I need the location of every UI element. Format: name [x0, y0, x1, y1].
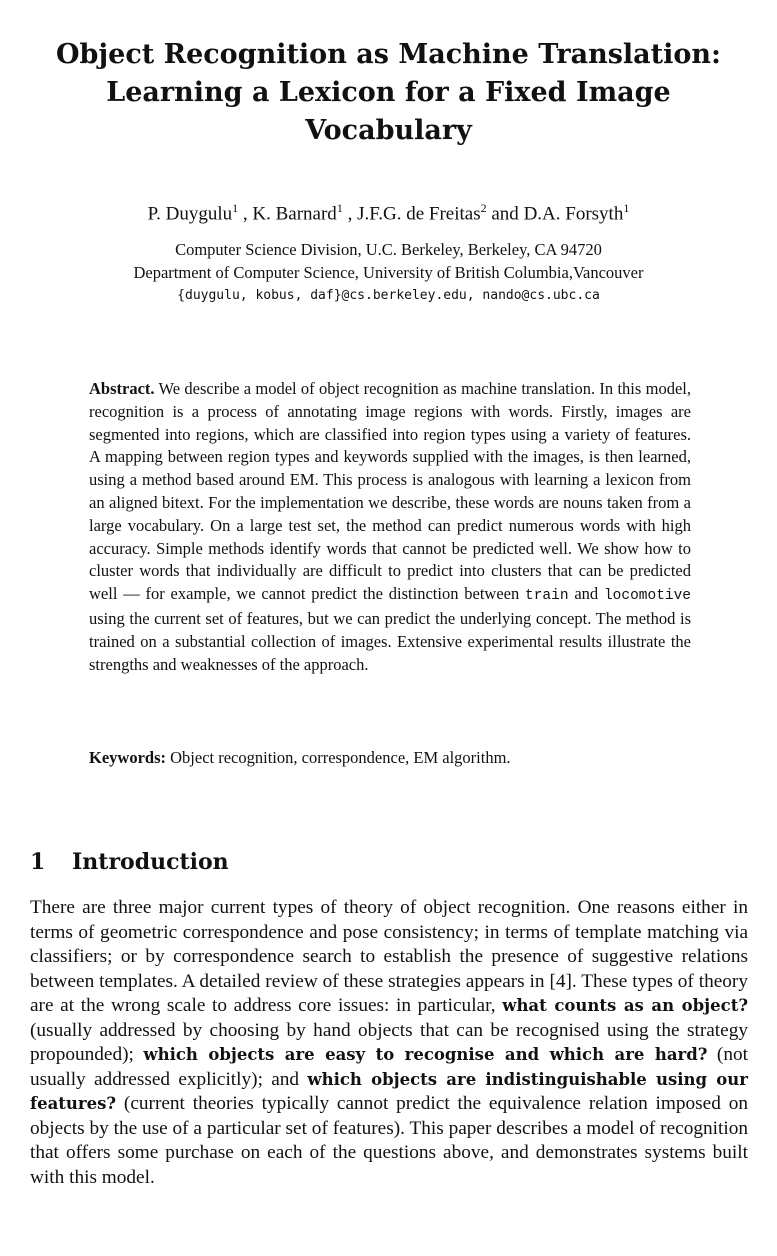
author-separator: , [342, 203, 358, 225]
emphasis-question: which objects are easy to recognise and which are hard? [143, 1045, 708, 1064]
body-text: (usually addressed by choosing by hand objects that can be recognised using the strategy propounded); [30, 1019, 748, 1065]
body-text: (not usually addressed explicitly); and [30, 1044, 748, 1090]
keywords-label: Keywords: [89, 748, 166, 767]
author-name: P. Duygulu [147, 203, 233, 225]
section-title: Introduction [72, 849, 229, 875]
author-separator: and [486, 203, 524, 225]
author-emails: {duygulu, kobus, daf}@cs.berkeley.edu, nando@cs.ubc.ca [177, 288, 600, 303]
intro-paragraph [30, 896, 748, 1190]
author-affiliation-mark: 2 [480, 201, 487, 215]
abstract-label: Abstract. [89, 379, 155, 398]
abstract-text: and [568, 584, 604, 604]
affiliation-berkeley: Computer Science Division, U.C. Berkeley, Berkeley, CA 94720 [175, 240, 602, 259]
author-separator: , [238, 203, 253, 225]
author-list [0, 195, 777, 227]
author-name: J.F.G. de Freitas [357, 203, 481, 225]
author-affiliation-mark: 1 [336, 201, 343, 215]
body-text: There are three major current types of theory of object recognition. One reasons either in terms of geometric correspondence and pose consistency; in terms of template matching via classifiers; or by correspondence search to establish the presence of suggestive relations between templates. A detailed review of these strategies appears in [4]. These types of theory are at the wrong scale to address core issues: in particular, [30, 897, 748, 1016]
affiliations [0, 238, 777, 307]
keywords-text: Object recognition, correspondence, EM algorithm. [166, 748, 511, 767]
abstract-text: using the current set of features, but we can predict the underlying concept. The method is trained on a substantial collection of images. Extensive experimental results illustrate the strengths and weaknesses of the approach. [89, 608, 691, 674]
author-affiliation-mark: 1 [623, 201, 630, 215]
author-name: D.A. Forsyth [523, 203, 624, 225]
affiliation-ubc: Department of Computer Science, University of British Columbia,Vancouver [133, 263, 644, 282]
abstract-code-term: train [525, 588, 569, 605]
body-text: (current theories typically cannot predict the equivalence relation imposed on objects by the use of a particular set of features). This paper describes a model of recognition that offers some purchase on each of the questions above, and demonstrates systems built with this model. [30, 1093, 748, 1188]
author-affiliation-mark: 1 [232, 201, 239, 215]
section-heading [30, 847, 747, 877]
abstract [89, 378, 691, 676]
emphasis-question: what counts as an object? [502, 996, 748, 1015]
author-name: K. Barnard [252, 203, 337, 225]
emphasis-question: which objects are indistinguishable using our features? [30, 1069, 748, 1113]
abstract-code-term: locomotive [603, 588, 691, 605]
section-number: 1 [30, 849, 46, 875]
keywords [89, 747, 691, 769]
paper-title: Object Recognition as Machine Translation: Learning a Lexicon for a Fixed Image Vocabulary [55, 39, 722, 146]
abstract-text: We describe a model of object recognition as machine translation. In this model, recognition is a process of annotating image regions with words. Firstly, images are segmented into regions, which are classified into region types using a variety of features. A mapping between region types and keywords supplied with the images, is then learned, using a method based around EM. This process is analogous with learning a lexicon from an aligned bitext. For the implementation we describe, these words are nouns taken from a large vocabulary. On a large test set, the method can predict numerous words with high accuracy. Simple methods identify words that cannot be predicted well. We show how to cluster words that individually are difficult to predict into clusters that can be predicted well — for example, we cannot predict the distinction between [89, 379, 691, 604]
